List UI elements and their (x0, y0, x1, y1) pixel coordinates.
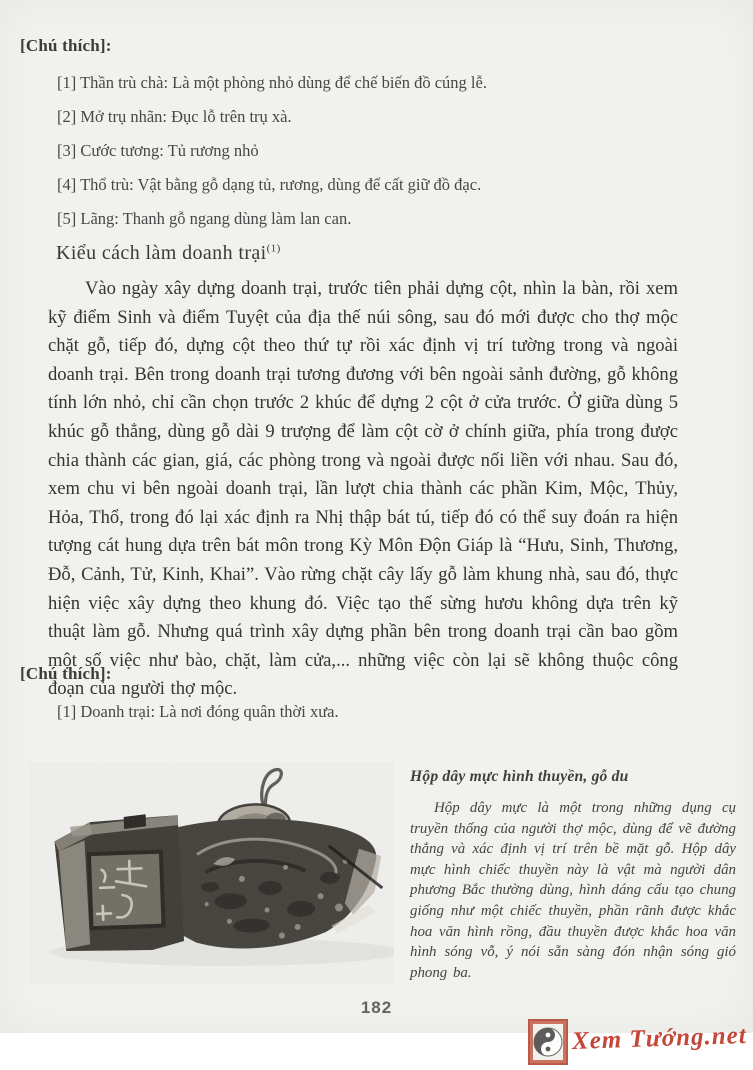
watermark-logo (528, 1019, 747, 1065)
watermark-text: Xem Tướng.net (571, 1021, 748, 1056)
note-item-3: [3] Cước tương: Tủ rương nhỏ (57, 141, 259, 160)
yin-yang-icon (528, 1019, 568, 1065)
figure (30, 762, 736, 984)
figure-caption-text: Hộp dây mực là một trong những dụng cụ truyền thống của người thợ mộc, dùng để vẽ đường thẳng và xác định vị trí trên bề mặt gỗ. Hộp dây mực hình chiếc thuyền này là vật mà người dân phương Bắc thường dùng, hình dáng cấu tạo chung giống như một chiếc thuyền, phần rãnh được khắc hoa văn hình rồng, đầu thuyền được khắc hoa văn hình sóng vỗ, ý nói sẵn sàng đón nhận sóng gió phong ba. (410, 800, 736, 981)
note2-item-1: [1] Doanh trại: Là nơi đóng quân thời xưa. (57, 702, 339, 721)
note-item-5: [5] Lãng: Thanh gỗ ngang dùng làm lan can. (57, 209, 352, 228)
figure-caption (410, 762, 736, 984)
notes-section-2 (20, 664, 700, 722)
body-paragraph: Vào ngày xây dựng doanh trại, trước tiên phải dựng cột, nhìn la bàn, rồi xem kỹ điểm Sinh và điểm Tuyệt của địa thế núi sông, sau đó mới được cho thợ mộc chặt gỗ, tiếp đó, dựng cột theo thứ tự rồi xác định vị trí tường trong và ngoài doanh trại. Bên trong doanh trại tương đương với bên ngoài sảnh đường, gỗ không tính lớn nhỏ, chỉ cần chọn trước 2 khúc để dựng 2 cột ở cửa trước. Ở giữa dùng 5 khúc gỗ thẳng, dùng gỗ dài 9 trượng để làm cột cờ ở chính giữa, phía trong được chia thành các gian, giá, các phòng trong và ngoài được nối liền với nhau. Sau đó, xem chu vi bên ngoài doanh trại, lần lượt chia thành các phần Kim, Mộc, Thủy, Hỏa, Thổ, trong đó lại xác định ra Nhị thập bát tú, tiếp đó có thể suy đoán ra hiện tượng cát hung dựa trên bát môn trong Kỳ Môn Độn Giáp là “Hưu, Sinh, Thương, Đỗ, Cảnh, Tử, Kinh, Khai”. Vào rừng chặt cây lấy gỗ làm khung nhà, sau đó, thực hiện việc xây dựng theo khung đó. Việc tạo thế sừng hươu không dựa trên kỹ thuật làm gỗ. Nhưng quá trình xây dựng phần bên trong doanh trại cần bao gồm một số việc như bào, chặt, làm cửa,... những việc còn lại sẽ không thuộc công đoạn của người thợ mộc. (48, 278, 678, 700)
notes-list-1 (20, 72, 706, 229)
boat-shaped-ink-line-box-photo (30, 762, 394, 984)
note-item-2: [2] Mở trụ nhãn: Đục lỗ trên trụ xà. (57, 107, 292, 126)
section-heading-text: Kiểu cách làm doanh trại (56, 242, 267, 264)
notes-label-1: [Chú thích]: (20, 36, 112, 55)
notes-label-2: [Chú thích]: (20, 664, 112, 683)
page-number: 182 (360, 998, 393, 1017)
figure-caption-title: Hộp dây mực hình thuyền, gỗ du (410, 768, 629, 785)
section-heading (56, 242, 706, 265)
footnote-marker: (1) (266, 242, 281, 255)
note-item-4: [4] Thổ trù: Vật bằng gỗ dạng tủ, rương, dùng để cất giữ đồ đạc. (57, 175, 482, 194)
note-item-1: [1] Thần trù chà: Là một phòng nhỏ dùng để chế biến đồ cúng lễ. (57, 73, 487, 92)
